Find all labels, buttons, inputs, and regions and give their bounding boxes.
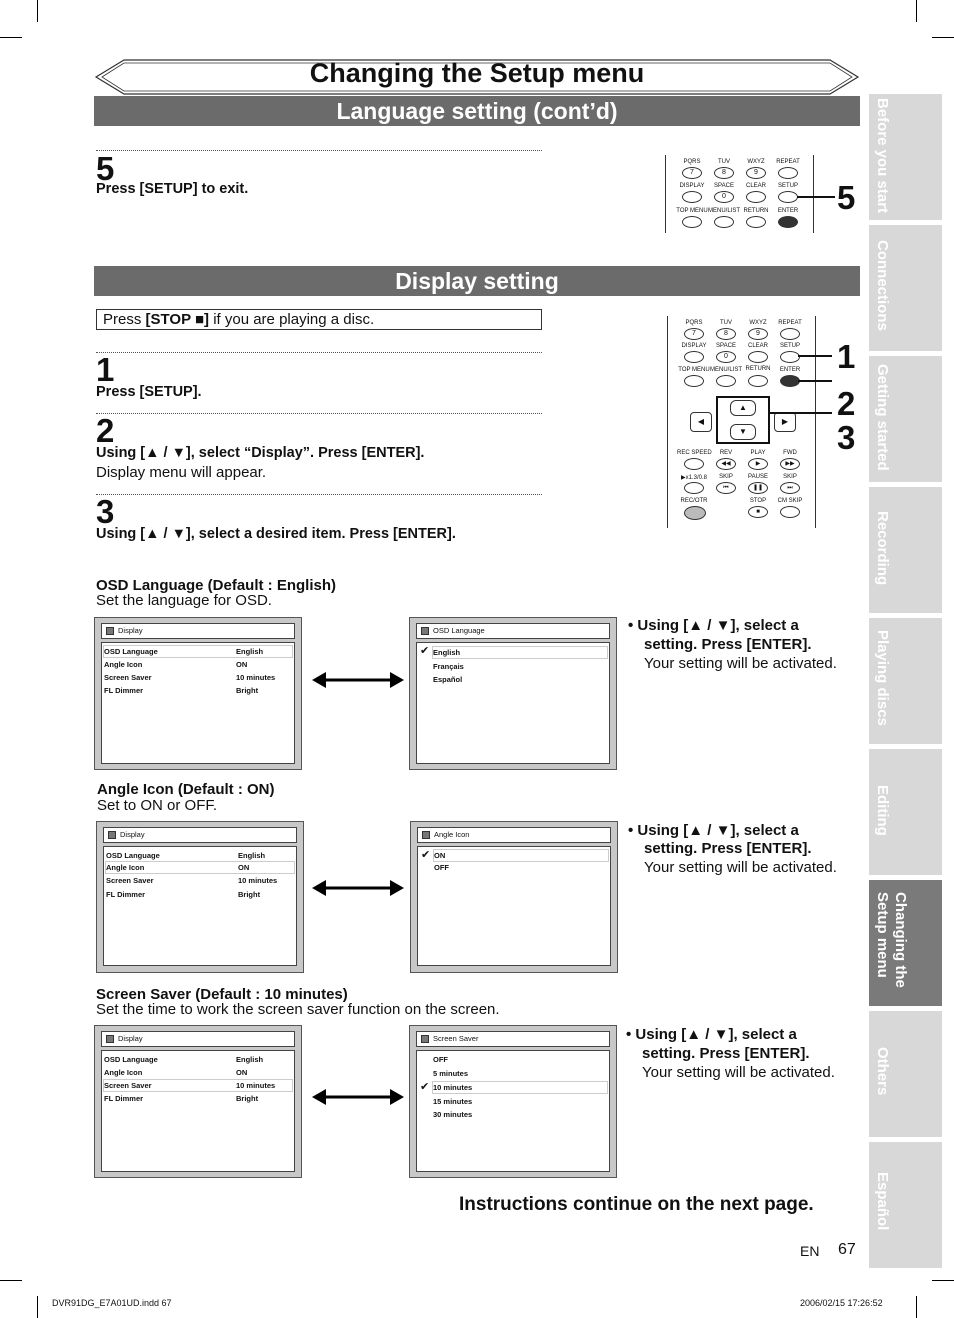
remote-label: REPEAT: [776, 159, 800, 165]
screen-title: Display: [118, 626, 143, 635]
remote-label: CLEAR: [747, 343, 768, 349]
key-8-button: 8: [714, 167, 734, 179]
option-row: Français: [433, 662, 464, 671]
menu-row: [106, 889, 294, 900]
osd-bullet-line3: Your setting will be activated.: [644, 655, 837, 672]
display-menu-screen: [96, 821, 304, 973]
menu-row-label: Screen Saver: [104, 673, 152, 682]
repeat-button: [778, 167, 798, 179]
tab-others[interactable]: [869, 1011, 942, 1137]
tab-label: Español: [874, 1172, 891, 1231]
saver-bullet-line3: Your setting will be activated.: [642, 1064, 835, 1081]
key-8-button: 8: [716, 328, 736, 340]
remote-label: DISPLAY: [679, 183, 705, 189]
tab-getting-started[interactable]: [869, 356, 942, 482]
remote-label: WXYZ: [747, 159, 765, 165]
speed-button: [684, 482, 704, 494]
menu-icon: [106, 627, 114, 635]
divider: [96, 352, 542, 353]
remote-label: PLAY: [750, 450, 766, 456]
menu-row: [106, 875, 294, 886]
display-menu-screen: [94, 617, 302, 770]
angle-heading: Angle Icon (Default : ON): [97, 781, 275, 798]
remote-illustration-navigation: [667, 316, 816, 528]
crop-mark: [37, 1296, 38, 1318]
down-arrow-button: ▼: [730, 424, 756, 440]
tab-label: Recording: [874, 511, 891, 586]
menu-row: [104, 672, 292, 683]
menu-row-value: English: [236, 1055, 264, 1064]
remote-label: REC SPEED: [677, 450, 712, 456]
tab-label: Changing the Setup menu: [874, 892, 909, 988]
remote-label: TOP MENU: [678, 367, 710, 373]
menu-icon: [422, 831, 430, 839]
screen-title: Screen Saver: [433, 1034, 479, 1043]
osd-description: Set the language for OSD.: [96, 592, 272, 609]
option-row: English: [433, 647, 607, 658]
menu-list-button: [716, 375, 736, 387]
remote-label: MENU/LIST: [707, 208, 740, 214]
tab-label: Before you start: [874, 98, 891, 214]
menu-row-label: FL Dimmer: [104, 686, 144, 695]
rec-otr-button: [684, 506, 706, 520]
menu-row-value: 10 minutes: [236, 673, 276, 682]
remote-label: FWD: [783, 450, 797, 456]
saver-bullet-line1: • Using [▲ / ▼], select a: [626, 1026, 797, 1043]
up-arrow-button: ▲: [730, 400, 756, 416]
stop-note-post: if you are playing a disc.: [209, 311, 375, 328]
stop-note-pre: Press: [103, 311, 146, 328]
remote-label: WXYZ: [749, 320, 767, 326]
tab-changing-setup-menu[interactable]: [869, 880, 942, 1006]
menu-icon: [421, 627, 429, 635]
section-display-heading: Display setting: [94, 266, 860, 296]
screen-header: [416, 623, 610, 639]
divider: [96, 413, 542, 414]
step-5-number: 5: [96, 150, 115, 187]
menu-row-value: Bright: [236, 1094, 259, 1103]
menu-row-value: ON: [238, 863, 250, 872]
skip-forward-button: ⏭: [780, 482, 800, 494]
stop-note-box: [96, 309, 542, 330]
option-row: OFF: [434, 863, 449, 872]
callout-1: 1: [837, 338, 856, 375]
option-row: Español: [433, 675, 463, 684]
step-2-text: Using [▲ / ▼], select “Display”. Press [ENTER].: [96, 445, 425, 461]
screen-title: Display: [118, 1034, 143, 1043]
divider: [96, 494, 542, 495]
saver-bullet-line2: setting. Press [ENTER].: [642, 1045, 810, 1062]
screen-header: [417, 827, 611, 843]
option-row: 30 minutes: [433, 1110, 473, 1119]
tab-label: Playing discs: [874, 630, 891, 726]
menu-row: [104, 1067, 292, 1078]
remote-label: RETURN: [745, 366, 771, 372]
menu-row-label: Angle Icon: [104, 660, 143, 669]
remote-label: DISPLAY: [681, 343, 707, 349]
menu-row: [106, 850, 294, 861]
remote-label: CLEAR: [745, 183, 766, 189]
stop-button: ■: [748, 506, 768, 518]
rec-speed-button: [684, 458, 704, 470]
remote-illustration-setup: [665, 155, 814, 233]
menu-row-value: 10 minutes: [238, 876, 278, 885]
top-menu-button: [684, 375, 704, 387]
setup-button: [780, 351, 800, 363]
footer-file: DVR91DG_E7A01UD.indd 67: [52, 1298, 172, 1308]
menu-row-value: ON: [236, 660, 248, 669]
osd-heading: OSD Language (Default : English): [96, 577, 337, 594]
osd-bullet-line2: setting. Press [ENTER].: [644, 636, 812, 653]
tab-connections[interactable]: [869, 225, 942, 351]
remote-label: STOP: [749, 498, 767, 504]
fwd-button: ▶▶: [780, 458, 800, 470]
remote-label: ENTER: [779, 367, 801, 373]
step-1-number: 1: [96, 351, 115, 388]
tab-recording[interactable]: [869, 487, 942, 613]
remote-label: REV: [719, 450, 733, 456]
remote-label: SKIP: [719, 474, 733, 480]
enter-button: [780, 375, 800, 387]
checkmark-icon: ✔: [420, 1081, 430, 1093]
key-0-button: 0: [716, 351, 736, 363]
option-row: ON: [434, 850, 608, 861]
display-menu-screen: [94, 1025, 302, 1178]
remote-label: TOP MENU: [676, 208, 708, 214]
page-number: 67: [838, 1241, 856, 1258]
tab-label: Connections: [874, 240, 891, 331]
screen-title: Display: [120, 830, 145, 839]
menu-row: [104, 646, 292, 657]
key-7-button: 7: [684, 328, 704, 340]
screen-header: [103, 827, 297, 843]
screen-panel: [101, 642, 295, 764]
step-3-number: 3: [96, 493, 115, 530]
crop-mark: [0, 37, 22, 38]
top-menu-button: [682, 216, 702, 228]
clear-button: [746, 191, 766, 203]
tab-label: Editing: [874, 785, 891, 836]
remote-label: TUV: [718, 159, 730, 165]
menu-row: [104, 1093, 292, 1104]
osd-language-screen: [409, 617, 617, 770]
remote-label: RETURN: [743, 208, 769, 214]
setup-button: [778, 191, 798, 203]
menu-row-value: 10 minutes: [236, 1081, 276, 1090]
callout-line: [797, 196, 835, 198]
menu-row-label: OSD Language: [106, 851, 160, 860]
right-arrow-button: ▶: [774, 412, 796, 432]
step-2-number: 2: [96, 412, 115, 449]
menu-row-value: Bright: [236, 686, 259, 695]
section-language-heading: Language setting (cont’d): [94, 96, 860, 126]
double-arrow-icon: [310, 1087, 406, 1107]
remote-label: PQRS: [685, 320, 703, 326]
remote-label: PQRS: [683, 159, 701, 165]
remote-label: SETUP: [779, 343, 800, 349]
checkmark-icon: ✔: [420, 645, 430, 657]
repeat-button: [780, 328, 800, 340]
crop-mark: [932, 37, 954, 38]
step-3-text: Using [▲ / ▼], select a desired item. Press [ENTER].: [96, 526, 456, 542]
enter-button: [778, 216, 798, 228]
option-row: 5 minutes: [433, 1069, 469, 1078]
screen-saver-screen: [409, 1025, 617, 1178]
menu-icon: [106, 1035, 114, 1043]
remote-label: PAUSE: [748, 474, 768, 480]
crop-mark: [0, 1280, 22, 1281]
left-arrow-button: ◀: [690, 412, 712, 432]
menu-icon: [108, 831, 116, 839]
menu-row-label: Screen Saver: [106, 876, 154, 885]
menu-list-button: [714, 216, 734, 228]
play-button: ▶: [748, 458, 768, 470]
option-row: 15 minutes: [433, 1097, 473, 1106]
display-button: [682, 191, 702, 203]
crop-mark: [37, 0, 38, 22]
stop-note-bold: [STOP ■]: [145, 311, 210, 328]
double-arrow-icon: [310, 878, 406, 898]
menu-row-label: Angle Icon: [106, 863, 145, 872]
menu-row: [104, 659, 292, 670]
cm-skip-button: [780, 506, 800, 518]
option-row: 10 minutes: [433, 1082, 607, 1093]
screen-panel: [103, 846, 297, 966]
menu-row-value: ON: [236, 1068, 248, 1077]
remote-label: ▶x1.3/0.8: [681, 475, 707, 481]
return-button: [746, 216, 766, 228]
angle-description: Set to ON or OFF.: [97, 797, 218, 814]
tab-editing[interactable]: [869, 749, 942, 875]
menu-row-value: English: [238, 851, 266, 860]
screen-panel: [416, 642, 610, 764]
menu-row-label: OSD Language: [104, 647, 158, 656]
screen-title: OSD Language: [433, 626, 485, 635]
return-button: [748, 375, 768, 387]
screen-title: Angle Icon: [434, 830, 470, 839]
screen-header: [101, 623, 295, 639]
continue-note: Instructions continue on the next page.: [459, 1194, 814, 1215]
page-title: Changing the Setup menu: [309, 58, 645, 88]
menu-icon: [421, 1035, 429, 1043]
screen-panel: [101, 1050, 295, 1172]
key-0-button: 0: [714, 191, 734, 203]
tab-before-you-start[interactable]: [869, 94, 942, 220]
option-row: OFF: [433, 1055, 448, 1064]
angle-bullet-line1: • Using [▲ / ▼], select a: [628, 822, 799, 839]
display-button: [684, 351, 704, 363]
menu-row-value: English: [236, 647, 264, 656]
angle-bullet-line2: setting. Press [ENTER].: [644, 840, 812, 857]
menu-row-label: OSD Language: [104, 1055, 158, 1064]
screen-header: [101, 1031, 295, 1047]
menu-row: [104, 1054, 292, 1065]
skip-back-button: ⏮: [716, 482, 736, 494]
remote-label: SKIP: [783, 474, 797, 480]
menu-row: [104, 1080, 292, 1091]
step-2-subtext: Display menu will appear.: [96, 464, 267, 481]
remote-label: SPACE: [714, 183, 734, 189]
tab-label: Others: [874, 1047, 891, 1096]
menu-row-label: FL Dimmer: [104, 1094, 144, 1103]
checkmark-icon: ✔: [421, 849, 431, 861]
menu-row-value: Bright: [238, 890, 261, 899]
screen-panel: [416, 1050, 610, 1172]
divider: [96, 150, 542, 151]
screen-header: [416, 1031, 610, 1047]
footer-timestamp: 2006/02/15 17:26:52: [800, 1298, 883, 1308]
menu-row: [106, 862, 294, 873]
remote-label: SETUP: [777, 183, 798, 189]
angle-bullet-line3: Your setting will be activated.: [644, 859, 837, 876]
menu-row-label: Screen Saver: [104, 1081, 152, 1090]
tab-espanol[interactable]: [869, 1142, 942, 1268]
callout-line: [770, 412, 832, 414]
menu-row: [104, 685, 292, 696]
remote-label: REPEAT: [778, 320, 802, 326]
crop-mark: [916, 0, 917, 22]
step-1-text: Press [SETUP].: [96, 384, 202, 400]
remote-label: TUV: [720, 320, 732, 326]
remote-label: SPACE: [716, 343, 736, 349]
tab-playing-discs[interactable]: [869, 618, 942, 744]
key-9-button: 9: [746, 167, 766, 179]
tab-label: Getting started: [874, 364, 891, 471]
osd-bullet-line1: • Using [▲ / ▼], select a: [628, 617, 799, 634]
pause-button: ❚❚: [748, 482, 768, 494]
callout-5: 5: [837, 179, 856, 216]
angle-icon-screen: [410, 821, 618, 973]
remote-label: CM SKIP: [777, 498, 803, 504]
key-9-button: 9: [748, 328, 768, 340]
crop-mark: [932, 1280, 954, 1281]
step-5-text: Press [SETUP] to exit.: [96, 181, 249, 197]
remote-label: ENTER: [777, 208, 799, 214]
callout-line: [798, 380, 832, 382]
callout-2: 2: [837, 385, 856, 422]
menu-row-label: FL Dimmer: [106, 890, 146, 899]
screen-panel: [417, 846, 611, 966]
crop-mark: [916, 1296, 917, 1318]
callout-line: [798, 355, 832, 357]
remote-label: MENU/LIST: [709, 367, 742, 373]
clear-button: [748, 351, 768, 363]
callout-3: 3: [837, 419, 856, 456]
saver-description: Set the time to work the screen saver function on the screen.: [96, 1001, 500, 1018]
double-arrow-icon: [310, 670, 406, 690]
key-7-button: 7: [682, 167, 702, 179]
saver-heading: Screen Saver (Default : 10 minutes): [96, 986, 348, 1003]
rev-button: ◀◀: [716, 458, 736, 470]
menu-row-label: Angle Icon: [104, 1068, 143, 1077]
page-language: EN: [800, 1243, 820, 1259]
remote-label: REC/OTR: [680, 498, 708, 504]
